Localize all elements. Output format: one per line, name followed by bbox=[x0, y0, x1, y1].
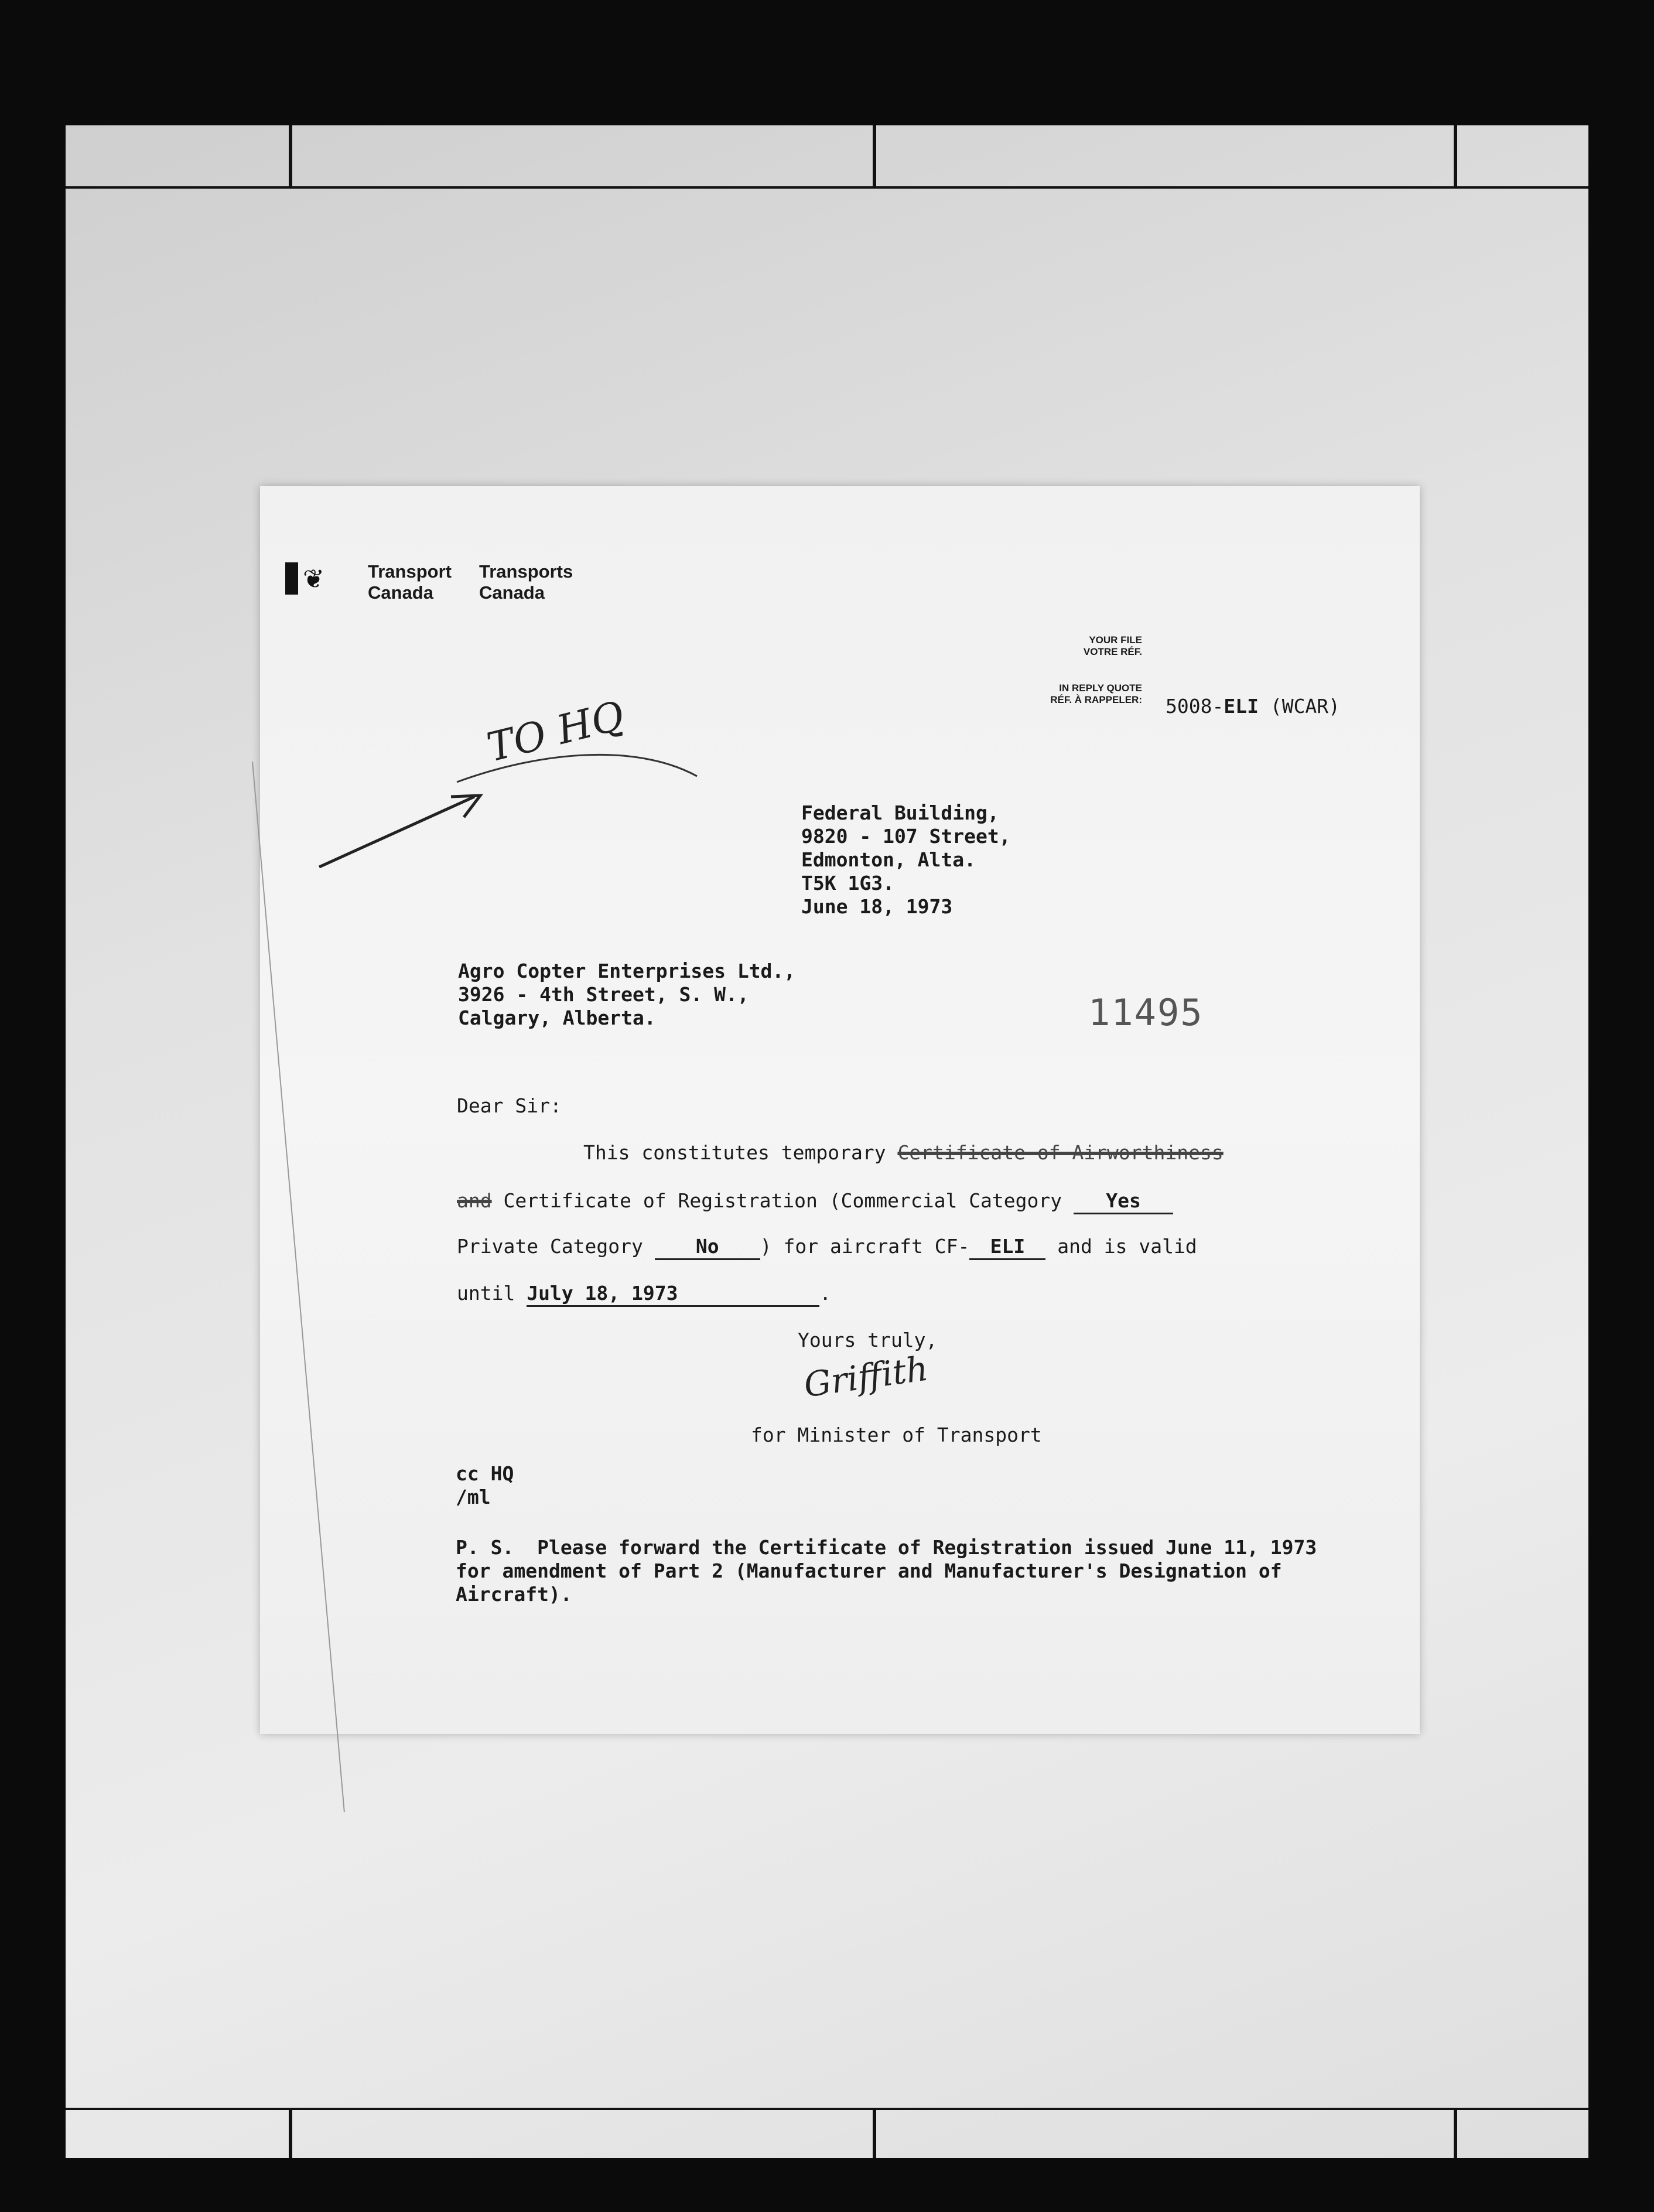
ps-line: Please forward the Certificate of Registration issued June 11, 1973 bbox=[537, 1536, 1317, 1559]
body-line-1 bbox=[583, 1141, 1224, 1165]
reply-quote-fr: RÉF. À RAPPELER: bbox=[1050, 694, 1142, 705]
signature: Griffith bbox=[801, 1348, 931, 1405]
signatory-title: for Minister of Transport bbox=[751, 1424, 1042, 1446]
body-line-4 bbox=[457, 1282, 831, 1307]
frame-bottom bbox=[66, 2108, 1588, 2160]
recipient-address bbox=[458, 960, 795, 1030]
dept-fr-line2: Canada bbox=[479, 582, 545, 603]
cc-hq: cc HQ bbox=[456, 1462, 514, 1485]
body-text: ) for aircraft CF- bbox=[760, 1235, 970, 1258]
your-file-fr: VOTRE RÉF. bbox=[1083, 646, 1142, 657]
your-file-label bbox=[984, 634, 1142, 658]
your-file-en: YOUR FILE bbox=[1089, 634, 1142, 646]
reply-reference bbox=[1166, 695, 1340, 718]
reply-ref-suffix: (WCAR) bbox=[1270, 695, 1341, 718]
recipient-address-line: 3926 - 4th Street, S. W., bbox=[458, 983, 749, 1006]
sender-address-line: 9820 - 107 Street, bbox=[801, 825, 1011, 848]
maple-leaf-icon: ❦ bbox=[303, 558, 323, 595]
frame-divider bbox=[873, 2108, 876, 2158]
reply-ref-prefix: 5008- bbox=[1166, 695, 1224, 718]
body-text: Certificate of Registration (Commercial Category bbox=[503, 1189, 1062, 1212]
dept-en-line1: Transport bbox=[368, 561, 452, 582]
struck-text: Certificate of Airworthiness bbox=[897, 1141, 1224, 1164]
ps-line: for amendment of Part 2 (Manufacturer and Manufacturer's Designation of bbox=[456, 1559, 1282, 1582]
postscript bbox=[456, 1536, 1317, 1606]
frame-divider bbox=[289, 125, 292, 186]
reply-ref-id: ELI bbox=[1224, 695, 1259, 718]
salutation: Dear Sir: bbox=[457, 1094, 562, 1117]
handwritten-arrow-icon bbox=[310, 685, 709, 879]
stamp-number: 11495 bbox=[1088, 991, 1204, 1034]
frame-divider bbox=[1454, 2108, 1457, 2158]
valid-until-date: July 18, 1973 bbox=[527, 1282, 819, 1307]
ps-label: P. S. bbox=[456, 1536, 514, 1559]
frame-divider bbox=[1454, 125, 1457, 186]
frame-divider bbox=[873, 125, 876, 186]
reply-quote-label bbox=[984, 682, 1142, 706]
frame-top bbox=[66, 125, 1588, 189]
handwritten-note: TO HQ bbox=[482, 692, 629, 772]
dept-en-line2: Canada bbox=[368, 582, 433, 603]
sender-address-line: Federal Building, bbox=[801, 801, 999, 824]
sender-address-line: Edmonton, Alta. bbox=[801, 848, 976, 871]
sender-address bbox=[801, 801, 1011, 919]
cc-line bbox=[456, 1462, 514, 1509]
reply-quote-en: IN REPLY QUOTE bbox=[1059, 682, 1142, 694]
dept-name-en bbox=[368, 561, 452, 603]
private-category-value: No bbox=[655, 1235, 760, 1260]
dept-fr-line1: Transports bbox=[479, 561, 573, 582]
body-text: and is valid bbox=[1057, 1235, 1197, 1258]
dept-name-fr bbox=[479, 561, 573, 603]
body-text: Private Category bbox=[457, 1235, 643, 1258]
closing: Yours truly, bbox=[798, 1329, 938, 1351]
frame-divider bbox=[289, 2108, 292, 2158]
flag-bar-icon bbox=[285, 562, 298, 595]
typist-initials: /ml bbox=[456, 1486, 491, 1508]
body-line-2 bbox=[457, 1189, 1173, 1214]
body-text: . bbox=[819, 1282, 832, 1305]
ps-line: Aircraft). bbox=[456, 1583, 572, 1606]
aircraft-registration: ELI bbox=[969, 1235, 1045, 1260]
recipient-address-line: Calgary, Alberta. bbox=[458, 1006, 656, 1029]
commercial-category-value: Yes bbox=[1074, 1189, 1173, 1214]
body-text: until bbox=[457, 1282, 515, 1305]
letter-date: June 18, 1973 bbox=[801, 895, 953, 918]
struck-text: and bbox=[457, 1189, 492, 1212]
body-text: This constitutes temporary bbox=[583, 1141, 886, 1164]
sender-address-line: T5K 1G3. bbox=[801, 872, 894, 895]
recipient-address-line: Agro Copter Enterprises Ltd., bbox=[458, 960, 796, 982]
body-line-3 bbox=[457, 1235, 1197, 1260]
